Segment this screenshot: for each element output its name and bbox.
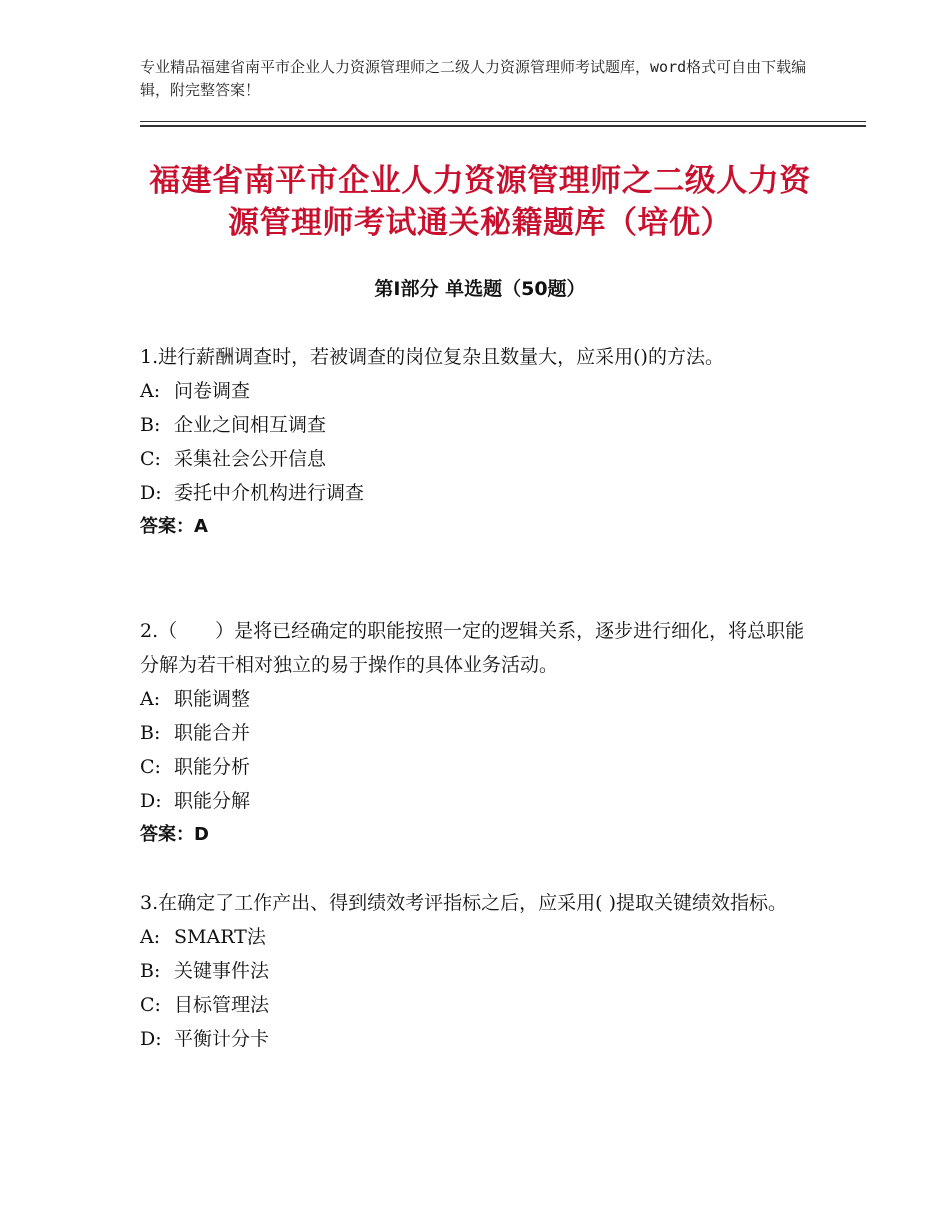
- option-letter: B:: [140, 960, 161, 982]
- option-c: [140, 988, 820, 1022]
- option-letter: D:: [140, 790, 162, 812]
- header-divider-thick: [140, 125, 866, 127]
- option-letter: C:: [140, 448, 161, 470]
- option-a: [140, 374, 820, 408]
- answer: 答案：D: [140, 824, 209, 845]
- option-c: [140, 750, 820, 784]
- option-text: 职能调整: [174, 688, 251, 710]
- option-d: [140, 1022, 820, 1056]
- option-letter: B:: [140, 414, 161, 436]
- option-letter: A:: [140, 380, 161, 402]
- option-letter: D:: [140, 1028, 162, 1050]
- question-stem: 2.（ ）是将已经确定的职能按照一定的逻辑关系，逐步进行细化，将总职能分解为若干相对独立的易于操作的具体业务活动。: [140, 620, 805, 676]
- option-b: [140, 408, 820, 442]
- option-letter: A:: [140, 926, 161, 948]
- option-a: [140, 682, 820, 716]
- answer: 答案：A: [140, 516, 208, 537]
- option-text: 职能分解: [174, 790, 251, 812]
- option-text: 企业之间相互调查: [174, 414, 327, 436]
- option-d: [140, 476, 820, 510]
- question-2: [140, 614, 820, 852]
- option-text: 平衡计分卡: [174, 1028, 270, 1050]
- option-text: 关键事件法: [174, 960, 270, 982]
- option-text: SMART法: [174, 926, 266, 948]
- option-c: [140, 442, 820, 476]
- option-text: 职能合并: [174, 722, 251, 744]
- option-letter: D:: [140, 482, 162, 504]
- option-text: 问卷调查: [174, 380, 251, 402]
- header-note: 专业精品福建省南平市企业人力资源管理师之二级人力资源管理师考试题库，word格式可自由下载编辑，附完整答案！: [140, 58, 807, 99]
- option-d: [140, 784, 820, 818]
- question-stem: 3.在确定了工作产出、得到绩效考评指标之后，应采用( )提取关键绩效指标。: [140, 892, 787, 914]
- section-heading: 第Ⅰ部分 单选题（50题）: [374, 278, 586, 300]
- option-letter: C:: [140, 756, 161, 778]
- header-divider-thin: [140, 121, 866, 122]
- question-1: [140, 340, 820, 544]
- option-letter: B:: [140, 722, 161, 744]
- option-letter: A:: [140, 688, 161, 710]
- document-title: 福建省南平市企业人力资源管理师之二级人力资源管理师考试通关秘籍题库（培优）: [149, 163, 811, 241]
- question-stem: 1.进行薪酬调查时，若被调查的岗位复杂且数量大，应采用()的方法。: [140, 346, 724, 368]
- option-text: 采集社会公开信息: [174, 448, 327, 470]
- option-text: 委托中介机构进行调查: [174, 482, 365, 504]
- option-text: 目标管理法: [174, 994, 270, 1016]
- option-a: [140, 920, 820, 954]
- option-letter: C:: [140, 994, 161, 1016]
- option-b: [140, 954, 820, 988]
- option-text: 职能分析: [174, 756, 251, 778]
- question-3: [140, 886, 820, 1056]
- option-b: [140, 716, 820, 750]
